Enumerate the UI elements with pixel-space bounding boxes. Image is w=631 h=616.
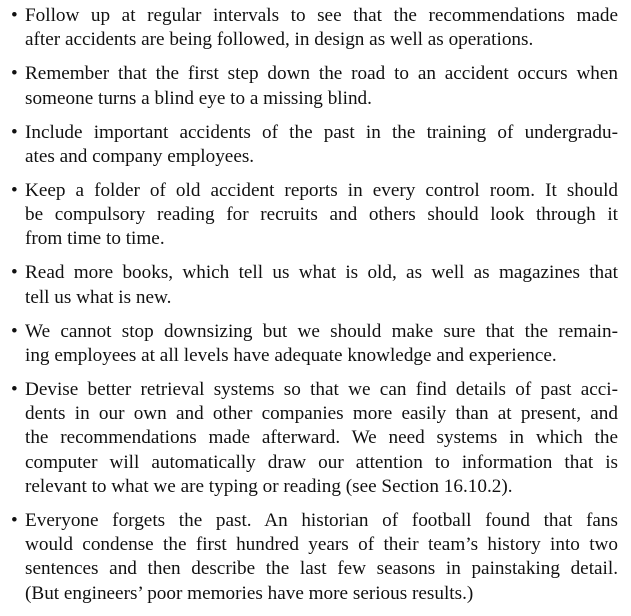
list-item bbox=[11, 320, 618, 368]
bullet-icon: • bbox=[11, 121, 18, 143]
text-line: be compulsory reading for recruits and others should look through it bbox=[25, 204, 618, 226]
text-line: after accidents are being followed, in design as well as operations. bbox=[25, 29, 534, 51]
text-line: Follow up at regular intervals to see that the recommendations made bbox=[25, 5, 618, 26]
text-line: the recommendations made afterward. We need systems in which the bbox=[25, 427, 618, 449]
list-item bbox=[11, 4, 618, 52]
text-line: ing employees at all levels have adequate knowledge and experience. bbox=[25, 344, 557, 366]
text-line: computer will automatically draw our attention to information that is bbox=[25, 451, 618, 473]
text-line: someone turns a blind eye to a missing blind. bbox=[25, 87, 372, 109]
text-line: Everyone forgets the past. An historian of football found that fans bbox=[25, 509, 618, 531]
text-line: relevant to what we are typing or reading (see Section 16.10.2). bbox=[25, 475, 513, 497]
bullet-list bbox=[11, 4, 618, 606]
text-line: We cannot stop downsizing but we should make sure that the remain- bbox=[25, 320, 618, 342]
text-line: (But engineers’ poor memories have more serious results.) bbox=[25, 582, 474, 604]
bullet-icon: • bbox=[11, 378, 18, 400]
text-line: dents in our own and other companies more easily than at present, and bbox=[25, 403, 618, 425]
text-line: tell us what is new. bbox=[25, 286, 172, 308]
bullet-icon: • bbox=[11, 320, 18, 342]
list-item bbox=[11, 261, 618, 309]
list-item bbox=[11, 179, 618, 252]
text-line: would condense the first hundred years of their team’s history into two bbox=[25, 534, 618, 556]
text-line: ates and company employees. bbox=[25, 145, 255, 167]
list-item bbox=[11, 121, 618, 169]
text-line: Remember that the first step down the road to an accident occurs when bbox=[25, 63, 618, 85]
text-line: from time to time. bbox=[25, 228, 165, 250]
bullet-icon: • bbox=[11, 509, 18, 531]
bullet-icon: • bbox=[11, 5, 18, 26]
list-item bbox=[11, 378, 618, 499]
text-line: Include important accidents of the past in the training of undergradu- bbox=[25, 121, 618, 143]
text-line: Keep a folder of old accident reports in every control room. It should bbox=[25, 179, 618, 201]
text-line: sentences and then describe the last few seasons in painstaking detail. bbox=[25, 558, 618, 580]
bullet-icon: • bbox=[11, 63, 18, 85]
bullet-icon: • bbox=[11, 262, 18, 284]
bullet-icon: • bbox=[11, 179, 18, 201]
list-item bbox=[11, 509, 618, 606]
text-line: Devise better retrieval systems so that we can find details of past acci- bbox=[25, 378, 618, 400]
list-item bbox=[11, 62, 618, 110]
text-line: Read more books, which tell us what is old, as well as magazines that bbox=[25, 262, 618, 284]
